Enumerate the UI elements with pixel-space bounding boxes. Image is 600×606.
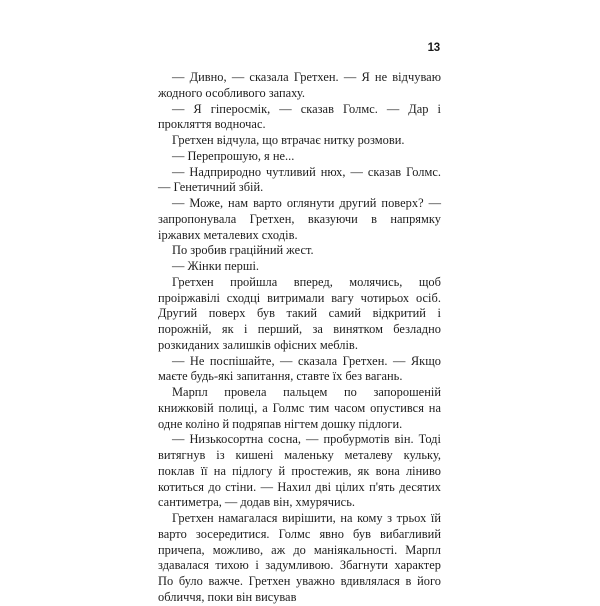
paragraph: Гретхен відчула, що втрачає нитку розмови.	[172, 133, 405, 147]
paragraph: Марпл провела пальцем по запорошеній книжковій полиці, а Голмс тим часом опустився на одне коліно й подряпав нігтем дошку підлоги.	[158, 385, 441, 431]
paragraph: — Низькосортна сосна, — пробурмотів він. Тоді витягнув із кишені маленьку металеву кульку, поклав її на підлогу й простежив, як вона ліниво котиться до стіни. — Нахил дві цілих п'ять десятих сантиметра, — додав він, хмурячись.	[158, 432, 441, 510]
page-text-block	[158, 70, 441, 606]
paragraph: — Може, нам варто оглянути другий поверх? — запропонувала Гретхен, вказуючи в напрямку іржавих металевих сходів.	[158, 196, 441, 242]
paragraph: — Надприродно чутливий нюх, — сказав Голмс. — Генетичний збій.	[158, 164, 441, 195]
paragraph: — Я гіперосмік, — сказав Голмс. — Дар і прокляття водночас.	[158, 101, 441, 132]
paragraph: — Жінки перші.	[172, 259, 260, 273]
paragraph: Гретхен пройшла вперед, молячись, щоб проіржавілі сходці витримали вагу чотирьох осіб. Другий поверх був такий самий відкритий і порожній, як і перший, за винятком безладно розкиданих залишків офісних меблів.	[158, 274, 441, 352]
paragraph: — Перепрошую, я не...	[172, 148, 295, 163]
page-number: 13	[427, 42, 440, 54]
paragraph: Гретхен намагалася вирішити, на кому з трьох їй варто зосередитися. Голмс явно був вибагливий причепа, можливо, аж до маніякальності. Марпл здавалася тихою і задумливою. Збагнути характер По було важче. Гретхен уважно вдивлялася в його обличчя, поки він висував	[158, 511, 441, 604]
paragraph: — Не поспішайте, — сказала Гретхен. — Якщо маєте будь-які запитання, ставте їх без вагань.	[158, 353, 441, 384]
paragraph: По зробив граційний жест.	[172, 243, 314, 258]
paragraph: — Дивно, — сказала Гретхен. — Я не відчуваю жодного особливого запаху.	[158, 70, 441, 100]
